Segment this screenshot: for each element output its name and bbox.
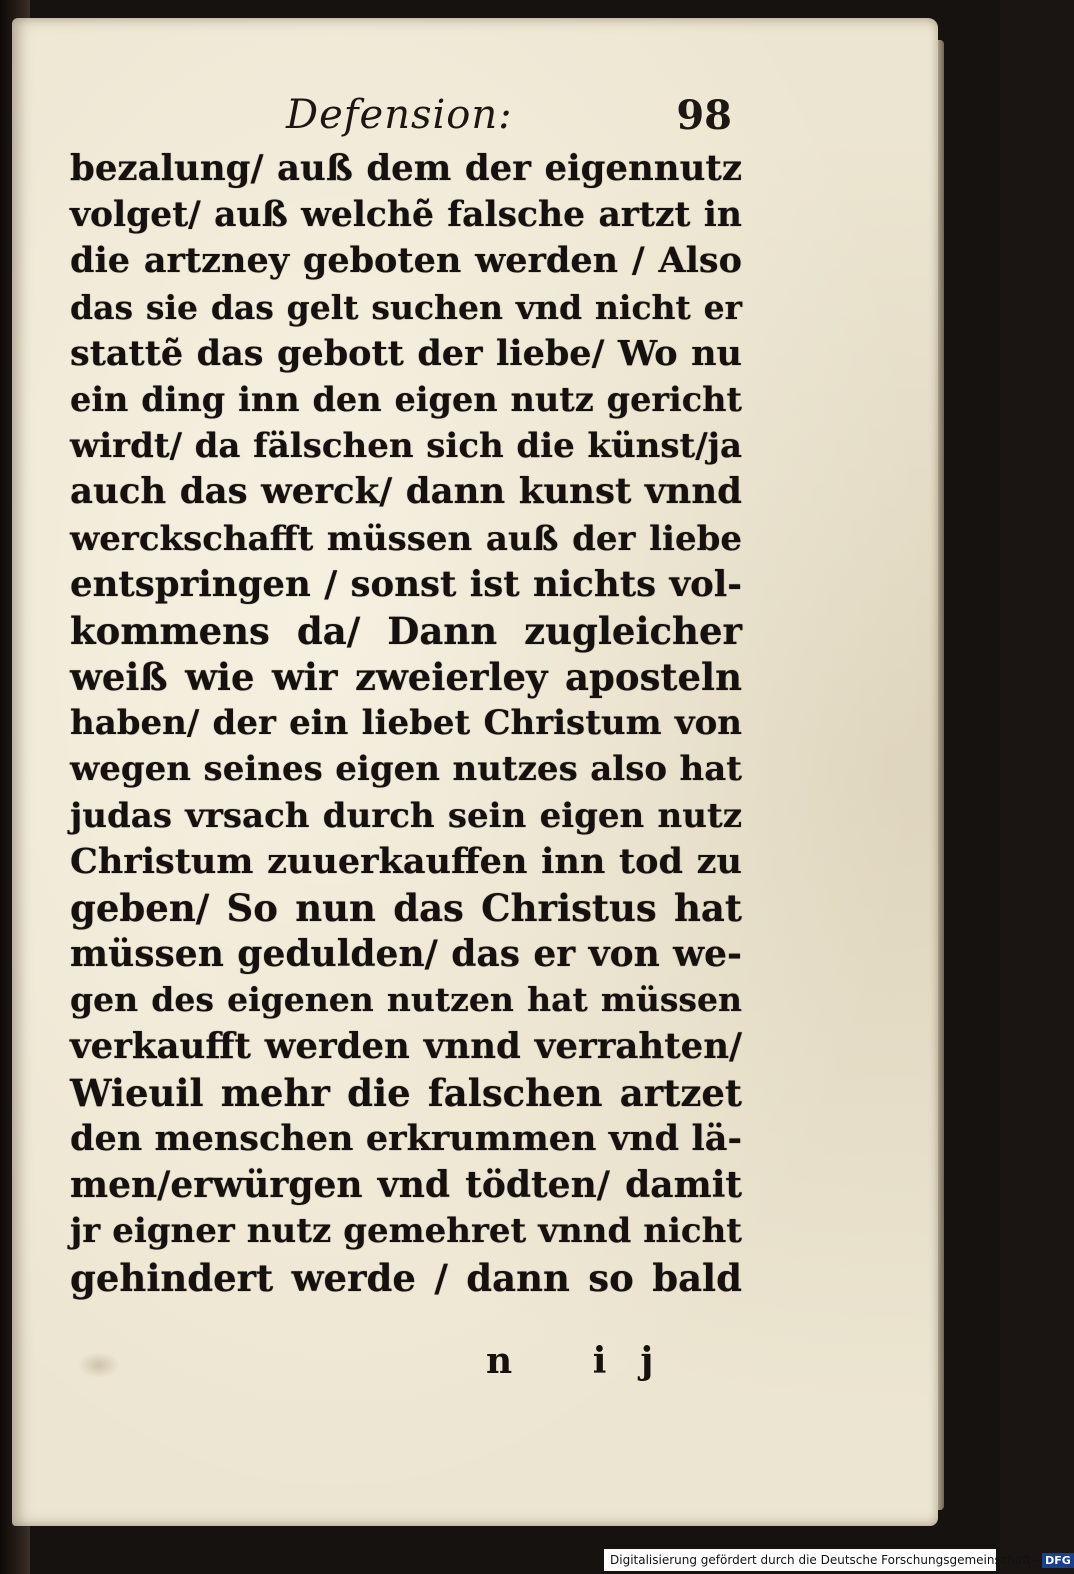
text-line: jr eigner nutz gemehret vnnd nicht (70, 1211, 742, 1252)
text-line: den menschen erkrummen vnd lä- (70, 1117, 742, 1159)
text-line: haben/ der ein liebet Christum von (70, 703, 742, 744)
text-line: volget/ auß welchẽ falsche artzt in (70, 195, 742, 236)
running-head: Defension: (286, 92, 513, 138)
text-line: werckschafft müssen auß der liebe (70, 518, 742, 559)
text-line: stattẽ das gebott der liebe/ Wo nu (70, 332, 742, 374)
digitization-credit-text: Digitalisierung gefördert durch die Deutsche Forschungsgemeinschaft - (610, 1553, 1040, 1567)
text-line: judas vrsach durch sein eigen nutz (70, 795, 742, 836)
text-line: kommens da/ Dann zugleicher (70, 608, 742, 653)
text-line: Christum zuuerkauffen inn tod zu (70, 840, 742, 882)
page-header (58, 92, 738, 142)
page-number: 98 (676, 92, 732, 139)
text-line: die artzney geboten werden / Also (70, 240, 742, 282)
text-line: müssen gedulden/ das er von we- (70, 933, 742, 976)
text-line: weiß wie wir zweierley aposteln (70, 655, 742, 700)
text-line: bezalung/ auß dem der eigennutz (70, 148, 742, 189)
text-line: wirdt/ da fälschen sich die künst/ja (70, 426, 742, 467)
ink-offset-smudge (78, 1352, 120, 1378)
text-line: gehindert werde / dann so bald (70, 1255, 742, 1300)
text-line: Wieuil mehr die falschen artzet (70, 1070, 742, 1115)
dfg-logo: DFG (1042, 1553, 1074, 1568)
text-line: auch das werck/ dann kunst vnnd (70, 471, 742, 513)
text-line: gen des eigenen nutzen hat müssen (70, 980, 742, 1020)
text-line: geben/ So nun das Christus hat (70, 886, 742, 930)
text-line: men/erwürgen vnd tödten/ damit (70, 1164, 742, 1207)
body-text (70, 146, 742, 1301)
signature-mark: n ij (486, 1340, 688, 1382)
text-line: wegen seines eigen nutzes also hat (70, 749, 742, 790)
text-line: das sie das gelt suchen vnd nicht er (70, 287, 742, 327)
text-line: ein ding inn den eigen nutz gericht (70, 379, 742, 419)
digitization-credit-banner (604, 1549, 1071, 1571)
text-line: entspringen / sonst ist nichts vol- (70, 563, 742, 605)
text-line: verkaufft werden vnnd verrahten/ (70, 1025, 742, 1067)
